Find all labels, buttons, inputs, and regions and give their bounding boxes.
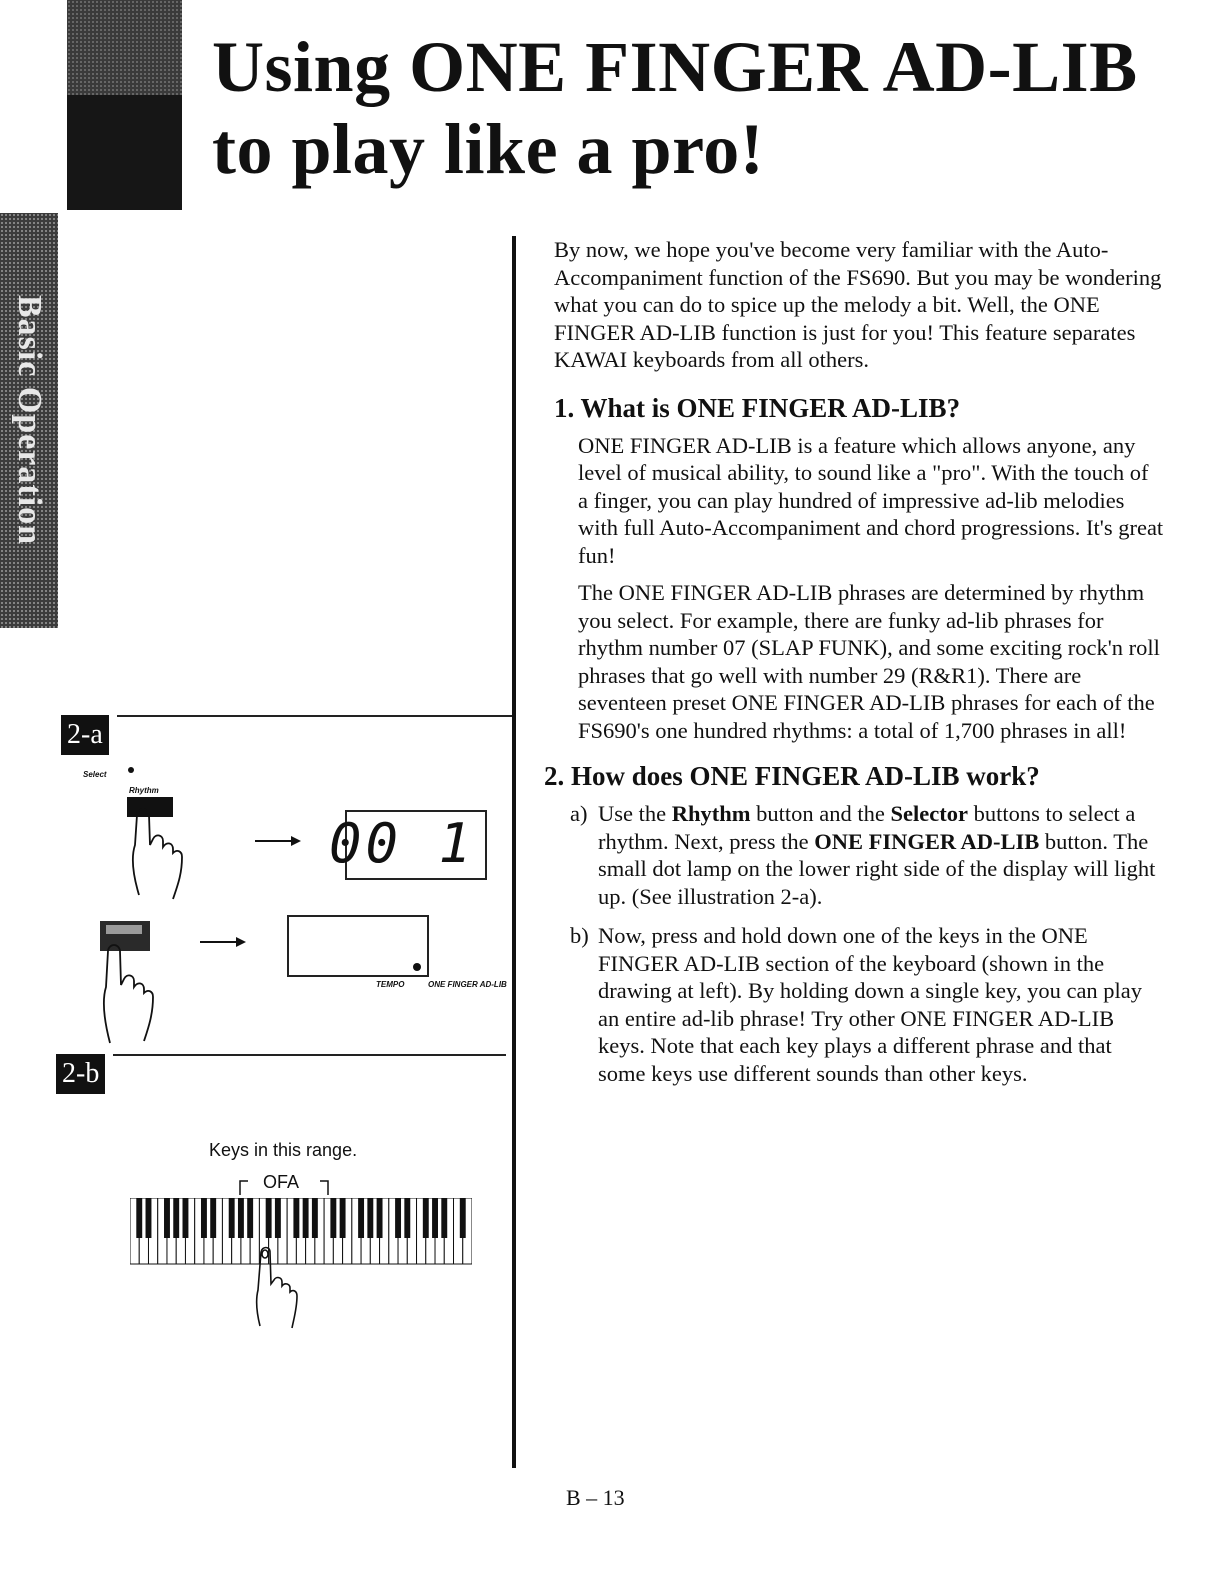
section-1-paragraph-1: ONE FINGER AD-LIB is a feature which allows anyone, any level of musical ability, to sound like a "pro". With the touch of a finger, you can play hundred of impressive ad-lib melodies with full Auto-Accompaniment and chord progressions. It's great fun! xyxy=(578,432,1164,568)
arrow-right-icon xyxy=(255,835,301,847)
black-key xyxy=(358,1198,364,1238)
keys-range-caption: Keys in this range. xyxy=(209,1140,358,1160)
pointing-hand-icon xyxy=(104,945,153,1043)
black-key xyxy=(136,1198,142,1238)
tempo-label: TEMPO xyxy=(376,980,405,989)
step-a xyxy=(570,800,1164,910)
ofa-range-label: OFA xyxy=(263,1172,300,1192)
arrow-right-icon xyxy=(200,936,246,948)
pointing-hand-icon xyxy=(252,1244,302,1330)
black-key xyxy=(164,1198,170,1238)
header-dark-block xyxy=(67,0,182,210)
black-key xyxy=(201,1198,207,1238)
dot-lamp xyxy=(413,963,421,971)
black-key xyxy=(404,1198,410,1238)
figure-b-label: 2-b xyxy=(56,1054,105,1094)
rhythm-label: Rhythm xyxy=(129,786,159,795)
black-key xyxy=(367,1198,373,1238)
black-key xyxy=(238,1198,244,1238)
figure-a-label: 2-a xyxy=(61,715,109,755)
step-a-text: Use the Rhythm button and the Selector buttons to select a rhythm. Next, press the ONE FINGER AD-LIB button. The small dot lamp on the lower right side of the display will light up. (See illustration 2-a). xyxy=(598,801,1156,909)
ofa-button-ref: ONE FINGER AD-LIB xyxy=(814,828,1040,854)
intro-paragraph: By now, we hope you've become very familiar with the Auto-Accompaniment function of the FS690. But you may be wondering what you can do to spice up the melody a bit. Well, the ONE FINGER AD-LIB function is just for you! This feature separates KAWAI keyboards from all others. xyxy=(554,237,1162,372)
black-key xyxy=(173,1198,179,1238)
black-key xyxy=(460,1198,466,1238)
black-key xyxy=(229,1198,235,1238)
step-b-letter: b) xyxy=(570,923,589,948)
step-b-text: Now, press and hold down one of the keys in the ONE FINGER AD-LIB section of the keyboard (shown in the drawing at left). By holding down a single key, you can play an entire ad-lib phrase! Try other ONE FINGER AD-LIB keys. Note that each key plays a different phrase and that some keys use different sounds than other keys. xyxy=(598,923,1143,1086)
figure-b-rule xyxy=(113,1054,506,1056)
rhythm-button-ref: Rhythm xyxy=(671,801,751,826)
pointing-hand-icon xyxy=(133,809,182,899)
selector-button-ref: Selector xyxy=(890,801,968,826)
display-value: 00 1 xyxy=(328,812,475,875)
black-key xyxy=(312,1198,318,1238)
black-key xyxy=(303,1198,309,1238)
black-key xyxy=(432,1198,438,1238)
section-2-heading: 2. How does ONE FINGER AD-LIB work? xyxy=(544,761,1040,791)
black-key xyxy=(146,1198,152,1238)
black-key xyxy=(441,1198,447,1238)
black-key xyxy=(247,1198,253,1238)
black-key xyxy=(183,1198,189,1238)
title-line-1: Using ONE FINGER AD-LIB xyxy=(212,27,1138,107)
section-side-tab xyxy=(0,213,58,628)
black-key xyxy=(293,1198,299,1238)
figure-a-rule xyxy=(117,715,512,717)
black-key xyxy=(377,1198,383,1238)
select-lamp-dot xyxy=(128,767,134,773)
step-a-letter: a) xyxy=(570,801,588,826)
lcd-display xyxy=(328,810,487,880)
side-tab-label: Basic Operation xyxy=(11,294,48,546)
rhythm-button-press-illustration xyxy=(115,795,205,910)
rhythm-button xyxy=(127,797,173,817)
black-key xyxy=(275,1198,281,1238)
lcd-display-blank xyxy=(287,915,429,977)
ofa-indicator-label: ONE FINGER AD-LIB xyxy=(428,980,507,989)
section-1-heading: 1. What is ONE FINGER AD-LIB? xyxy=(554,392,961,423)
black-key xyxy=(423,1198,429,1238)
column-divider xyxy=(512,236,516,1468)
select-label: Select xyxy=(83,770,107,779)
section-1-paragraph-2: The ONE FINGER AD-LIB phrases are determined by rhythm you select. For example, there are funky ad-lib phrases for rhythm number 07 (SLAP FUNK), and some exciting rock'n roll phrases that go well with number 29 (R&R1). There are seventeen preset ONE FINGER AD-LIB phrases for each of the FS690's one hundred rhythms: a total of 1,700 phrases in all! xyxy=(578,580,1160,743)
black-key xyxy=(266,1198,272,1238)
title-line-2: to play like a pro! xyxy=(212,109,765,189)
black-key xyxy=(395,1198,401,1238)
page-title xyxy=(212,26,1138,190)
ofa-button-press-illustration xyxy=(92,915,182,1050)
main-text-column xyxy=(544,236,1164,1087)
page-number: B – 13 xyxy=(566,1485,625,1510)
black-key xyxy=(210,1198,216,1238)
black-key xyxy=(340,1198,346,1238)
step-b xyxy=(570,922,1164,1087)
black-key xyxy=(330,1198,336,1238)
